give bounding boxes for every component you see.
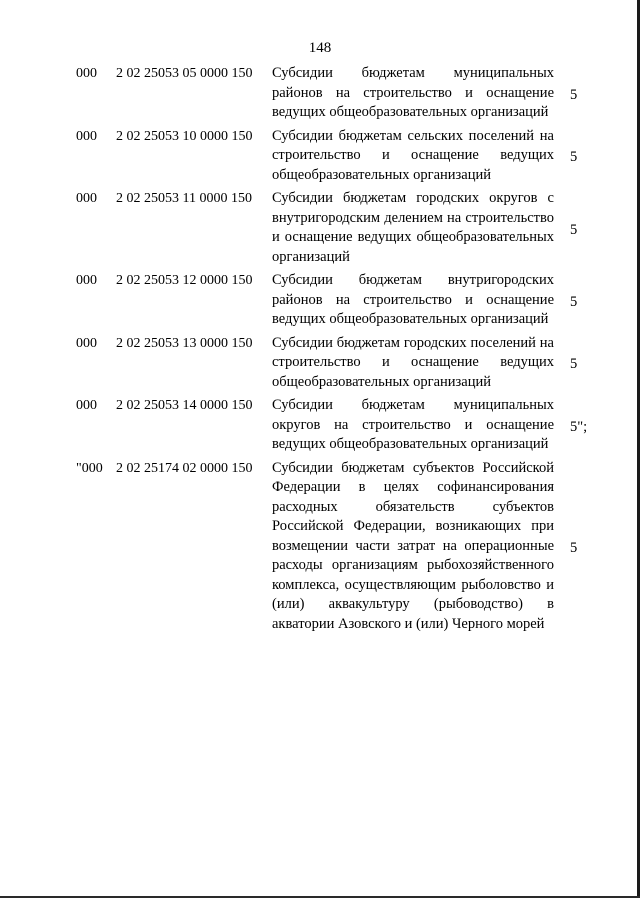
- admin-code: 000: [76, 191, 97, 206]
- budget-classification-code: 2 02 25053 05 0000 150: [116, 66, 253, 81]
- table-row: [0, 189, 640, 271]
- row-value: 5: [570, 539, 578, 556]
- admin-code: 000: [76, 66, 97, 81]
- table-row: [0, 396, 640, 459]
- row-description: Субсидии бюджетам сельских поселений на строительство и оснащение ведущих общеобразовательных организаций: [272, 127, 554, 183]
- admin-code: 000: [76, 128, 97, 144]
- row-value: 5: [570, 356, 578, 373]
- table-row: [0, 334, 640, 397]
- budget-classification-code: 2 02 25053 11 0000 150: [116, 191, 252, 206]
- page-number: 148: [308, 40, 332, 56]
- table-row: [0, 271, 640, 334]
- table-row: [0, 459, 640, 639]
- row-value: 5";: [570, 418, 588, 435]
- row-description: Субсидии бюджетам городских округов с внутригородским делением на строительство и оснащение ведущих общеобразовательных организаций: [272, 190, 554, 265]
- admin-code: 000: [76, 273, 97, 288]
- row-description: Субсидии бюджетам субъектов Российской Федерации в целях софинансирования расходных обязательств субъектов Российской Федерации, возникающих при возмещении части затрат на операционные расходы организациям рыбохозяйственного комплекса, осуществляющим рыболовство и (или) аквакультуру (рыбоводство) в акватории Азовского и (или) Черного морей: [272, 459, 554, 632]
- table-row: [0, 64, 640, 127]
- admin-code: 000: [76, 335, 97, 351]
- budget-classification-code: 2 02 25053 10 0000 150: [116, 128, 253, 144]
- row-value: 5: [570, 86, 578, 103]
- table-row: [0, 127, 640, 190]
- budget-classification-code: 2 02 25053 12 0000 150: [116, 273, 253, 288]
- admin-code: "000: [76, 460, 103, 476]
- row-value: 5: [570, 149, 578, 166]
- budget-code-table: [0, 64, 640, 638]
- row-value: 5: [570, 293, 578, 310]
- budget-classification-code: 2 02 25053 13 0000 150: [116, 335, 253, 351]
- row-value: 5: [570, 221, 578, 238]
- row-description: Субсидии бюджетам муниципальных округов на строительство и оснащение ведущих общеобразовательных организаций: [272, 397, 554, 452]
- admin-code: 000: [76, 398, 97, 413]
- row-description: Субсидии бюджетам внутригородских районов на строительство и оснащение ведущих общеобразовательных организаций: [272, 272, 554, 327]
- row-description: Субсидии бюджетам городских поселений на строительство и оснащение ведущих общеобразовательных организаций: [272, 334, 554, 390]
- row-description: Субсидии бюджетам муниципальных районов на строительство и оснащение ведущих общеобразовательных организаций: [272, 65, 554, 120]
- budget-classification-code: 2 02 25053 14 0000 150: [116, 398, 253, 413]
- budget-classification-code: 2 02 25174 02 0000 150: [116, 460, 253, 476]
